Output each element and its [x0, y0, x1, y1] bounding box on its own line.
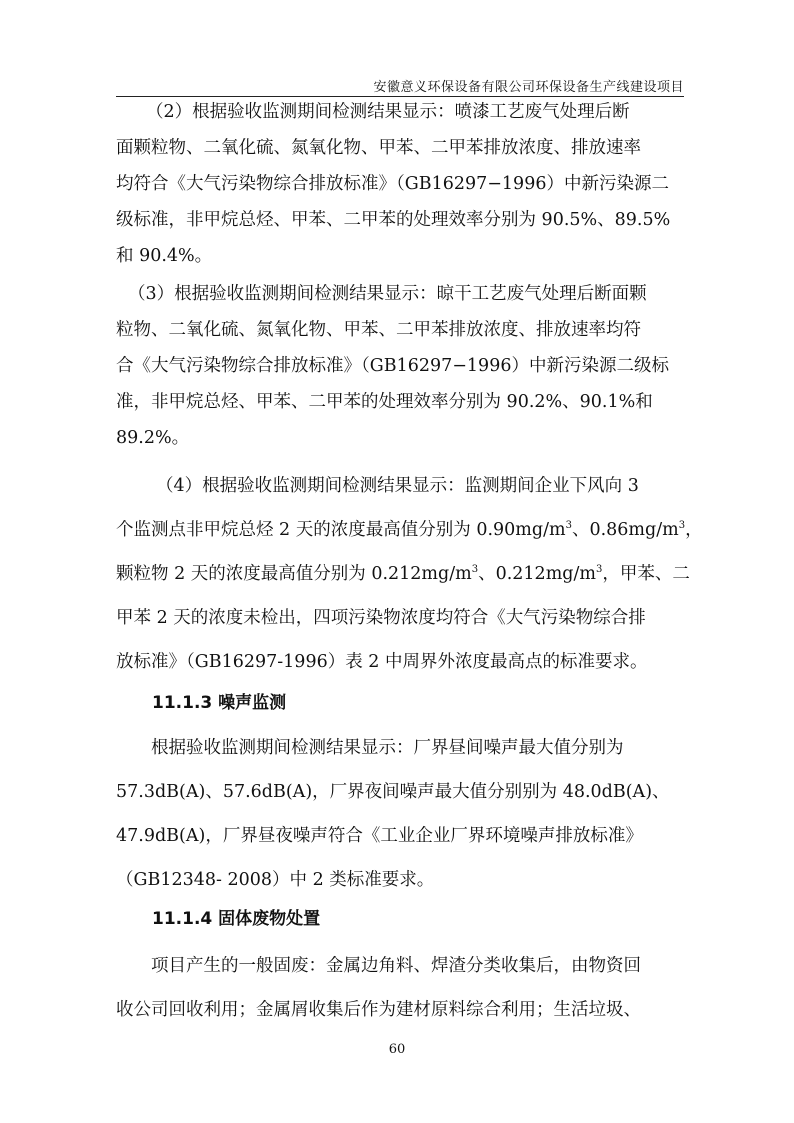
para4-line3 — [116, 552, 690, 596]
superscript-3: 3 — [595, 564, 603, 576]
para4-line1: （4）根据验收监测期间检测结果显示：监测期间企业下风向 3 — [156, 476, 639, 496]
para4-line2-text-a: 个监测点非甲烷总烃 2 天的浓度最高值分别为 0.90mg/m — [116, 520, 566, 540]
paragraph-2 — [116, 94, 686, 274]
para4-line3-text-c: ，甲苯、二 — [602, 564, 690, 584]
superscript-3: 3 — [565, 520, 572, 532]
para4-line3-text-a: 颗粒物 2 天的浓度最高值分别为 0.212mg/m — [116, 564, 472, 584]
para4-line2-text-c: ， — [685, 520, 703, 540]
superscript-3: 3 — [471, 564, 479, 576]
noise-line1: 根据验收监测期间检测结果显示：厂界昼间噪声最大值分别为 — [151, 738, 624, 758]
para4-line3-text-b: 、0.212mg/m — [478, 564, 596, 584]
paragraph-solid-waste — [116, 944, 686, 1032]
para3-line5: 89.2%。 — [116, 428, 190, 448]
para4-line4: 甲苯 2 天的浓度未检出，四项污染物浓度均符合《大气污染物综合排 — [116, 608, 646, 628]
noise-line4: （GB12348- 2008）中 2 类标准要求。 — [116, 870, 435, 890]
paragraph-4 — [116, 464, 703, 684]
running-header: 安徽意义环保设备有限公司环保设备生产线建设项目 — [373, 80, 684, 95]
para3-line1: （3）根据验收监测期间检测结果显示：晾干工艺废气处理后断面颗 — [128, 284, 647, 304]
noise-line2: 57.3dB(A)、57.6dB(A)，厂界夜间噪声最大值分别别为 48.0dB(A)、 — [116, 782, 670, 802]
waste-line2: 收公司回收利用；金属屑收集后作为建材原料综合利用；生活垃圾、 — [116, 1000, 641, 1020]
para3-line3: 合《大气污染物综合排放标准》（GB16297−1996）中新污染源二级标 — [116, 356, 669, 376]
para2-line1: （2）根据验收监测期间检测结果显示：喷漆工艺废气处理后断 — [146, 102, 630, 122]
para4-line2-text-b: 、0.86mg/m — [571, 520, 679, 540]
superscript-3: 3 — [678, 520, 686, 532]
para2-line2: 面颗粒物、二氧化硫、氮氧化物、甲苯、二甲苯排放浓度、排放速率 — [116, 138, 641, 158]
para2-line3: 均符合《大气污染物综合排放标准》（GB16297−1996）中新污染源二 — [116, 174, 669, 194]
para4-line2 — [116, 508, 703, 552]
para4-line5: 放标准》（GB16297-1996）表 2 中周界外浓度最高点的标准要求。 — [116, 652, 648, 672]
waste-line1: 项目产生的一般固废：金属边角料、焊渣分类收集后，由物资回 — [151, 956, 641, 976]
section-heading-noise: 11.1.3 噪声监测 — [152, 693, 287, 713]
page-number: 60 — [388, 1042, 406, 1057]
para2-line5: 和 90.4%。 — [116, 246, 213, 266]
paragraph-3 — [116, 276, 686, 456]
paragraph-noise — [116, 726, 686, 902]
para2-line4: 级标准，非甲烷总烃、甲苯、二甲苯的处理效率分别为 90.5%、89.5% — [116, 210, 671, 230]
section-heading-solid-waste: 11.1.4 固体废物处置 — [152, 909, 321, 929]
para3-line4: 准，非甲烷总烃、甲苯、二甲苯的处理效率分别为 90.2%、90.1%和 — [116, 392, 653, 412]
noise-line3: 47.9dB(A)，厂界昼夜噪声符合《工业企业厂界环境噪声排放标准》 — [116, 826, 643, 846]
para3-line2: 粒物、二氧化硫、氮氧化物、甲苯、二甲苯排放浓度、排放速率均符 — [116, 320, 641, 340]
